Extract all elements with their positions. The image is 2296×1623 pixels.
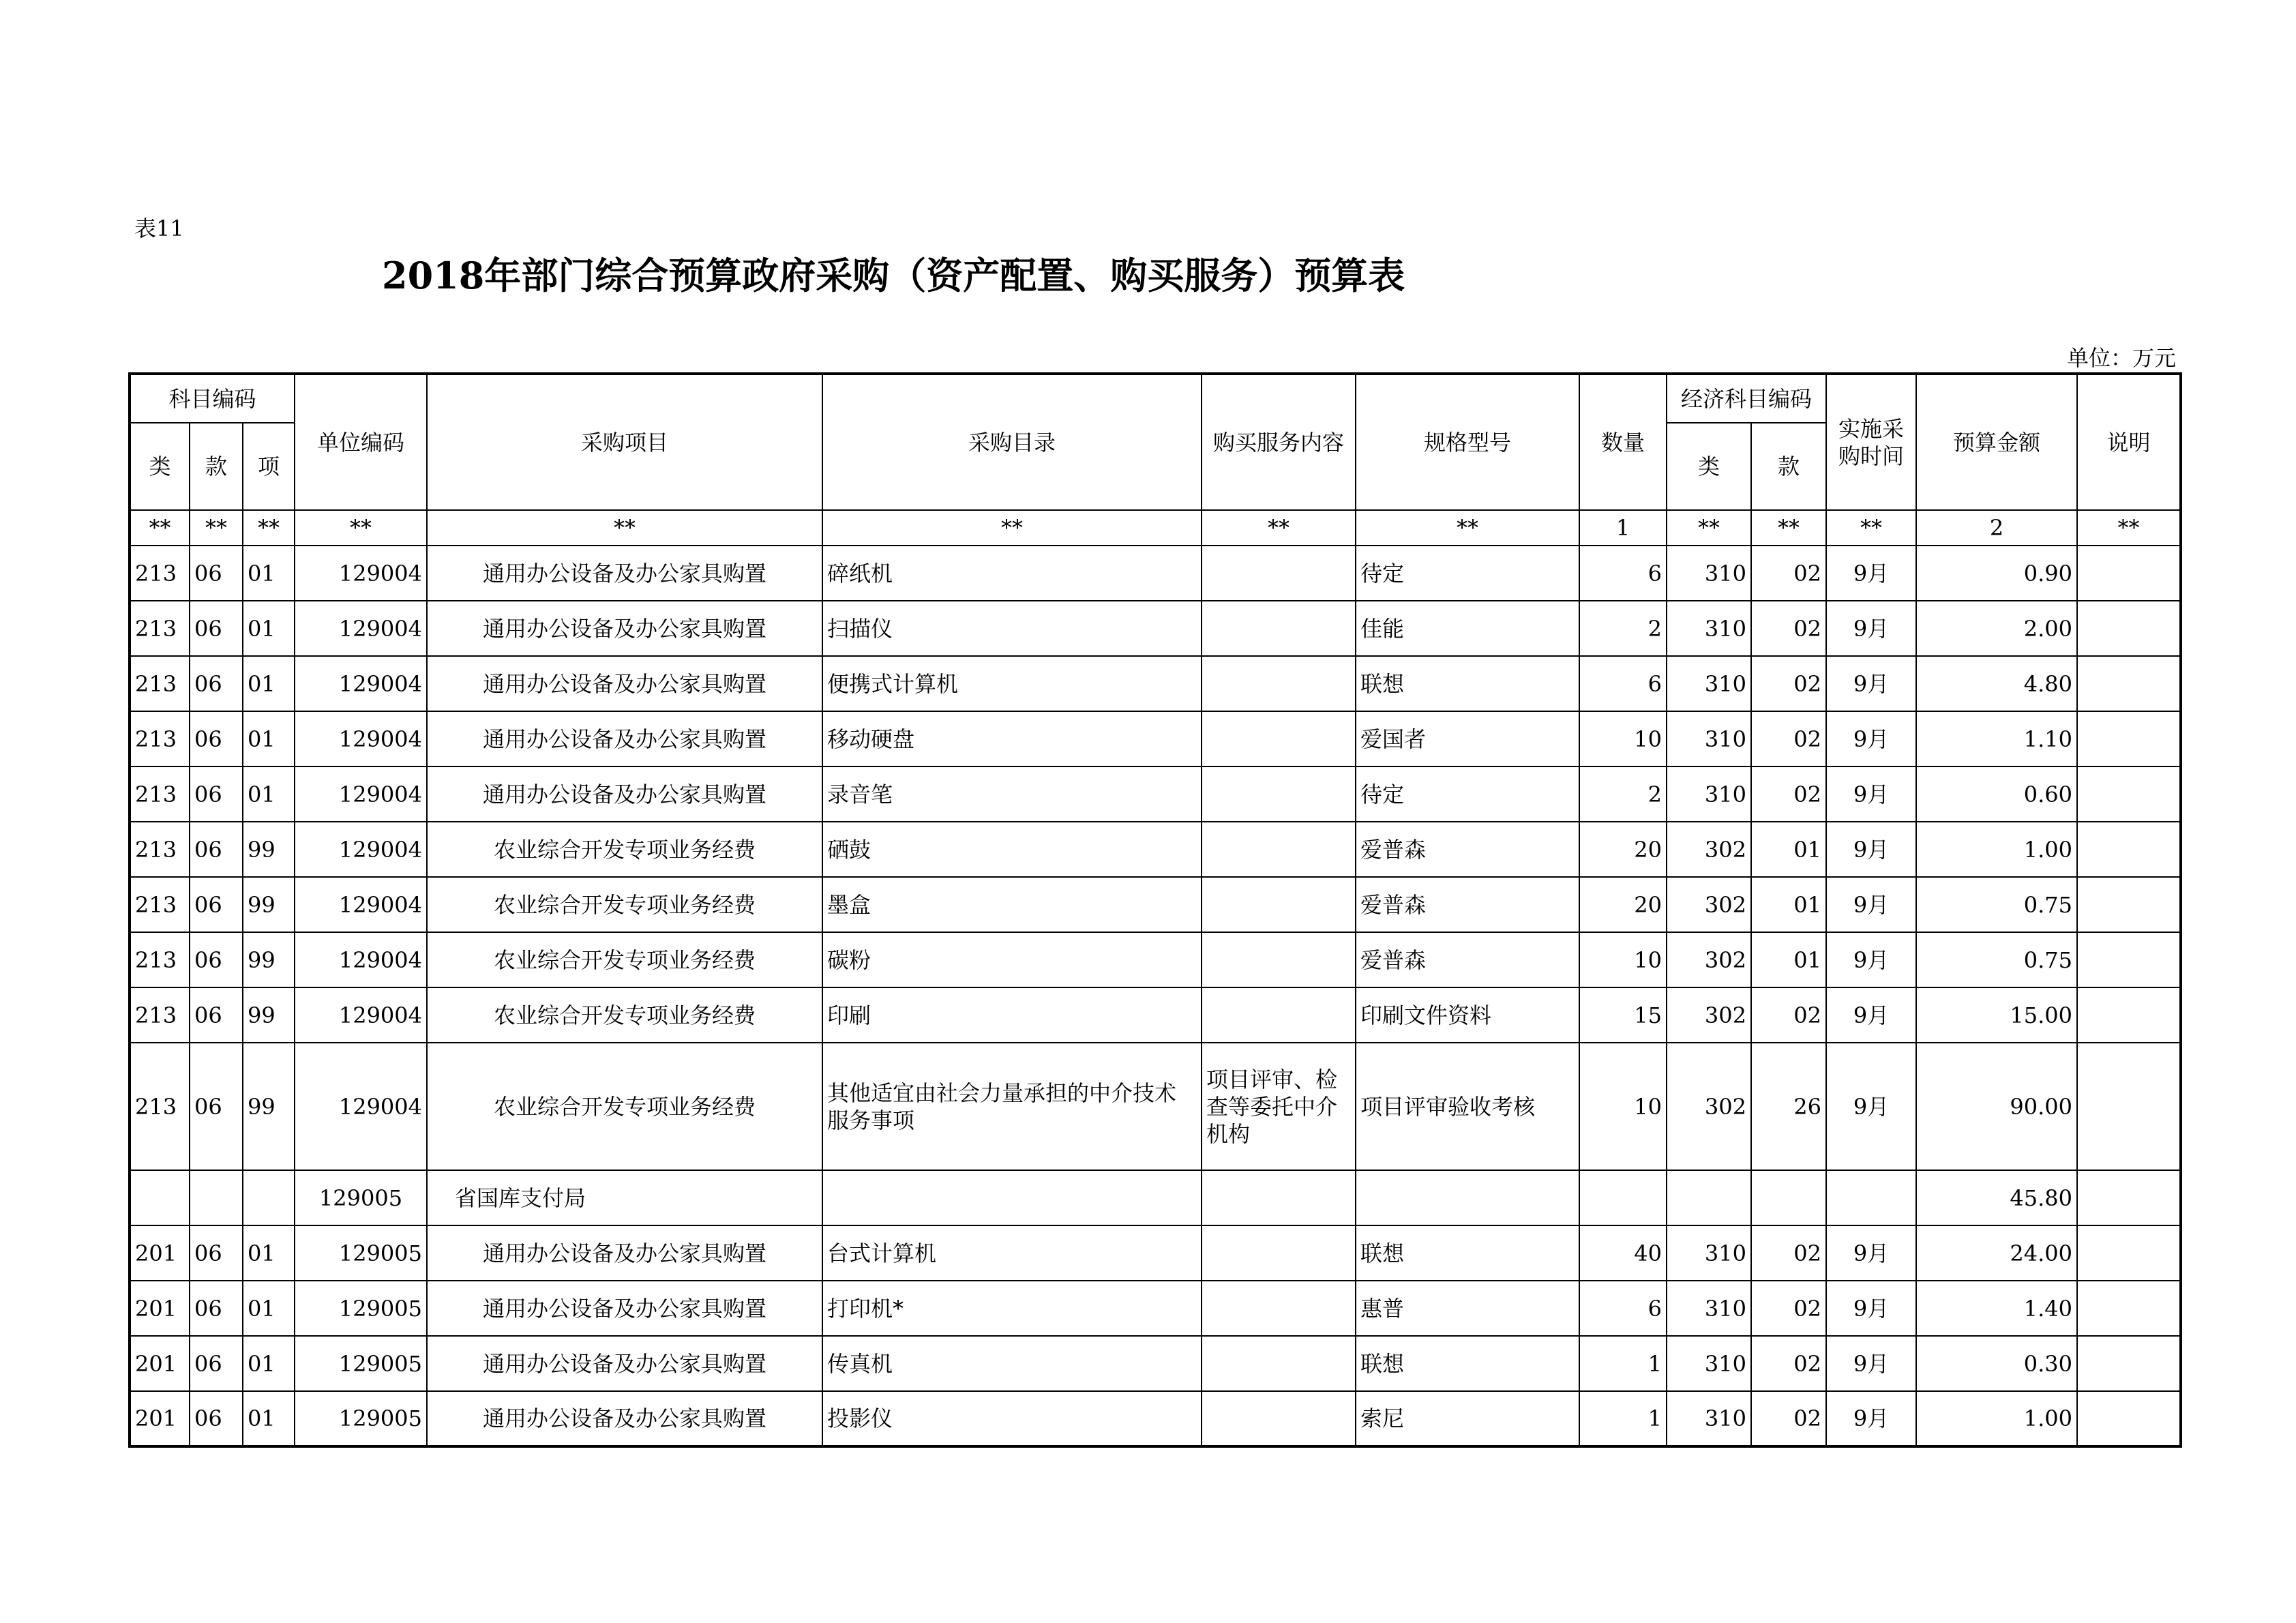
cell-kuan: 06 xyxy=(190,601,243,656)
header-econ-lei: 类 xyxy=(1667,423,1751,510)
cell-spec: 惠普 xyxy=(1356,1281,1579,1336)
cell-econ-lei: 302 xyxy=(1667,822,1751,877)
cell-note xyxy=(2077,1225,2181,1281)
cell-qty xyxy=(1579,1170,1667,1225)
cell-catalog: 打印机* xyxy=(822,1281,1202,1336)
cell-unit-code: 129005 xyxy=(295,1391,427,1446)
cell-econ-lei: 302 xyxy=(1667,1043,1751,1170)
cell-lei: 213 xyxy=(130,1043,190,1170)
cell-project: 通用办公设备及办公家具购置 xyxy=(427,711,822,766)
cell-kuan: 06 xyxy=(190,1391,243,1446)
cell-service xyxy=(1202,1336,1356,1391)
cell-note xyxy=(2077,1281,2181,1336)
cell-kuan xyxy=(190,1170,243,1225)
cell-econ-lei: 310 xyxy=(1667,656,1751,711)
cell-qty: 20 xyxy=(1579,877,1667,932)
cell-lei: 213 xyxy=(130,601,190,656)
cell-amount: 24.00 xyxy=(1916,1225,2077,1281)
cell-unit-code: 129004 xyxy=(295,711,427,766)
cell-time: 9月 xyxy=(1826,1391,1916,1446)
cell-service xyxy=(1202,932,1356,987)
cell-lei: 213 xyxy=(130,656,190,711)
cell-kuan: 06 xyxy=(190,877,243,932)
cell-lei: 213 xyxy=(130,822,190,877)
marker-cell: ** xyxy=(1826,510,1916,546)
cell-catalog: 碳粉 xyxy=(822,932,1202,987)
cell-time: 9月 xyxy=(1826,1336,1916,1391)
cell-time: 9月 xyxy=(1826,656,1916,711)
marker-cell: ** xyxy=(190,510,243,546)
cell-xiang xyxy=(243,1170,295,1225)
cell-econ-kuan: 02 xyxy=(1751,1281,1826,1336)
cell-note xyxy=(2077,877,2181,932)
cell-qty: 2 xyxy=(1579,766,1667,822)
cell-unit-code: 129005 xyxy=(295,1225,427,1281)
table-row xyxy=(130,601,2181,656)
cell-catalog: 台式计算机 xyxy=(822,1225,1202,1281)
cell-econ-kuan: 01 xyxy=(1751,932,1826,987)
cell-kuan: 06 xyxy=(190,987,243,1043)
cell-project: 农业综合开发专项业务经费 xyxy=(427,987,822,1043)
cell-time: 9月 xyxy=(1826,822,1916,877)
cell-spec: 爱国者 xyxy=(1356,711,1579,766)
cell-kuan: 06 xyxy=(190,932,243,987)
cell-unit-code: 129004 xyxy=(295,601,427,656)
cell-kuan: 06 xyxy=(190,1281,243,1336)
table-row xyxy=(130,711,2181,766)
cell-unit-code: 129004 xyxy=(295,656,427,711)
cell-note xyxy=(2077,932,2181,987)
page-title: 2018年部门综合预算政府采购（资产配置、购买服务）预算表 xyxy=(382,254,1405,297)
cell-amount: 0.90 xyxy=(1916,546,2077,601)
cell-amount: 0.75 xyxy=(1916,877,2077,932)
cell-unit-code: 129004 xyxy=(295,546,427,601)
table-row xyxy=(130,1225,2181,1281)
cell-note xyxy=(2077,1170,2181,1225)
cell-econ-kuan: 02 xyxy=(1751,1225,1826,1281)
cell-unit-code: 129004 xyxy=(295,987,427,1043)
marker-cell: ** xyxy=(2077,510,2181,546)
cell-service xyxy=(1202,766,1356,822)
cell-kuan: 06 xyxy=(190,711,243,766)
table-row xyxy=(130,1281,2181,1336)
table-row xyxy=(130,877,2181,932)
cell-project: 农业综合开发专项业务经费 xyxy=(427,1043,822,1170)
cell-qty: 10 xyxy=(1579,932,1667,987)
table-row xyxy=(130,987,2181,1043)
cell-spec: 索尼 xyxy=(1356,1391,1579,1446)
unit-label: 单位：万元 xyxy=(2066,345,2176,371)
table-row xyxy=(130,1043,2181,1170)
header-econ-kuan: 款 xyxy=(1751,423,1826,510)
cell-lei xyxy=(130,1170,190,1225)
cell-project: 通用办公设备及办公家具购置 xyxy=(427,601,822,656)
cell-note xyxy=(2077,766,2181,822)
cell-amount: 4.80 xyxy=(1916,656,2077,711)
cell-note xyxy=(2077,1043,2181,1170)
cell-amount: 0.60 xyxy=(1916,766,2077,822)
cell-service xyxy=(1202,1281,1356,1336)
cell-catalog: 投影仪 xyxy=(822,1391,1202,1446)
cell-amount: 90.00 xyxy=(1916,1043,2077,1170)
cell-time: 9月 xyxy=(1826,987,1916,1043)
cell-spec: 联想 xyxy=(1356,1225,1579,1281)
cell-spec: 爱普森 xyxy=(1356,932,1579,987)
cell-qty: 6 xyxy=(1579,656,1667,711)
header-spec: 规格型号 xyxy=(1356,374,1579,510)
cell-amount: 0.75 xyxy=(1916,932,2077,987)
marker-cell: ** xyxy=(295,510,427,546)
cell-unit-code: 129004 xyxy=(295,766,427,822)
cell-spec: 待定 xyxy=(1356,546,1579,601)
cell-econ-lei: 310 xyxy=(1667,711,1751,766)
cell-econ-kuan: 02 xyxy=(1751,601,1826,656)
cell-lei: 213 xyxy=(130,711,190,766)
header-lei: 类 xyxy=(130,423,190,510)
marker-cell: ** xyxy=(1356,510,1579,546)
cell-econ-lei xyxy=(1667,1170,1751,1225)
cell-project: 农业综合开发专项业务经费 xyxy=(427,822,822,877)
cell-unit-code: 129005 xyxy=(295,1281,427,1336)
cell-project: 通用办公设备及办公家具购置 xyxy=(427,1281,822,1336)
cell-service: 项目评审、检查等委托中介机构 xyxy=(1202,1043,1356,1170)
header-xiang: 项 xyxy=(243,423,295,510)
cell-project: 农业综合开发专项业务经费 xyxy=(427,932,822,987)
cell-econ-kuan: 02 xyxy=(1751,546,1826,601)
cell-econ-lei: 310 xyxy=(1667,1225,1751,1281)
cell-econ-kuan: 02 xyxy=(1751,1336,1826,1391)
cell-kuan: 06 xyxy=(190,766,243,822)
cell-project: 通用办公设备及办公家具购置 xyxy=(427,656,822,711)
cell-note xyxy=(2077,1391,2181,1446)
cell-econ-kuan: 02 xyxy=(1751,987,1826,1043)
cell-time xyxy=(1826,1170,1916,1225)
cell-econ-kuan: 02 xyxy=(1751,656,1826,711)
cell-spec: 联想 xyxy=(1356,656,1579,711)
cell-note xyxy=(2077,601,2181,656)
cell-project: 通用办公设备及办公家具购置 xyxy=(427,1225,822,1281)
cell-econ-lei: 310 xyxy=(1667,1391,1751,1446)
cell-spec: 爱普森 xyxy=(1356,877,1579,932)
cell-service xyxy=(1202,601,1356,656)
cell-time: 9月 xyxy=(1826,1225,1916,1281)
marker-cell: ** xyxy=(822,510,1202,546)
cell-unit-code: 129004 xyxy=(295,1043,427,1170)
cell-service xyxy=(1202,711,1356,766)
cell-service xyxy=(1202,656,1356,711)
cell-note xyxy=(2077,546,2181,601)
cell-xiang: 01 xyxy=(243,601,295,656)
cell-spec: 爱普森 xyxy=(1356,822,1579,877)
cell-econ-lei: 302 xyxy=(1667,987,1751,1043)
cell-econ-lei: 310 xyxy=(1667,1336,1751,1391)
table-row xyxy=(130,656,2181,711)
cell-xiang: 01 xyxy=(243,656,295,711)
cell-service xyxy=(1202,987,1356,1043)
marker-cell: ** xyxy=(427,510,822,546)
cell-time: 9月 xyxy=(1826,877,1916,932)
cell-time: 9月 xyxy=(1826,766,1916,822)
cell-project: 省国库支付局 xyxy=(427,1170,822,1225)
cell-econ-kuan: 26 xyxy=(1751,1043,1826,1170)
cell-unit-code: 129004 xyxy=(295,877,427,932)
cell-kuan: 06 xyxy=(190,1225,243,1281)
cell-catalog: 墨盒 xyxy=(822,877,1202,932)
cell-econ-lei: 310 xyxy=(1667,546,1751,601)
cell-service xyxy=(1202,1170,1356,1225)
marker-cell: ** xyxy=(130,510,190,546)
cell-amount: 1.00 xyxy=(1916,1391,2077,1446)
cell-kuan: 06 xyxy=(190,1336,243,1391)
cell-lei: 213 xyxy=(130,546,190,601)
cell-xiang: 99 xyxy=(243,987,295,1043)
cell-spec: 项目评审验收考核 xyxy=(1356,1043,1579,1170)
cell-qty: 2 xyxy=(1579,601,1667,656)
cell-catalog: 扫描仪 xyxy=(822,601,1202,656)
cell-unit-code: 129004 xyxy=(295,932,427,987)
cell-xiang: 01 xyxy=(243,1336,295,1391)
cell-spec: 佳能 xyxy=(1356,601,1579,656)
cell-qty: 1 xyxy=(1579,1391,1667,1446)
cell-service xyxy=(1202,877,1356,932)
cell-lei: 213 xyxy=(130,987,190,1043)
cell-lei: 201 xyxy=(130,1391,190,1446)
cell-project: 通用办公设备及办公家具购置 xyxy=(427,1336,822,1391)
cell-service xyxy=(1202,822,1356,877)
header-amount: 预算金额 xyxy=(1916,374,2077,510)
marker-cell: ** xyxy=(1751,510,1826,546)
cell-kuan: 06 xyxy=(190,546,243,601)
cell-xiang: 01 xyxy=(243,1391,295,1446)
cell-lei: 213 xyxy=(130,766,190,822)
cell-project: 通用办公设备及办公家具购置 xyxy=(427,546,822,601)
header-subject-code: 科目编码 xyxy=(130,374,295,423)
cell-amount: 45.80 xyxy=(1916,1170,2077,1225)
cell-econ-kuan: 01 xyxy=(1751,822,1826,877)
marker-cell: ** xyxy=(1202,510,1356,546)
cell-amount: 1.00 xyxy=(1916,822,2077,877)
cell-time: 9月 xyxy=(1826,711,1916,766)
cell-qty: 20 xyxy=(1579,822,1667,877)
table-number-label: 表11 xyxy=(134,215,184,241)
header-unit-code: 单位编码 xyxy=(295,374,427,510)
cell-catalog: 印刷 xyxy=(822,987,1202,1043)
cell-project: 通用办公设备及办公家具购置 xyxy=(427,766,822,822)
cell-service xyxy=(1202,546,1356,601)
table-row xyxy=(130,822,2181,877)
cell-note xyxy=(2077,656,2181,711)
cell-catalog: 便携式计算机 xyxy=(822,656,1202,711)
cell-qty: 6 xyxy=(1579,546,1667,601)
cell-time: 9月 xyxy=(1826,1043,1916,1170)
cell-lei: 201 xyxy=(130,1336,190,1391)
cell-econ-kuan xyxy=(1751,1170,1826,1225)
cell-lei: 201 xyxy=(130,1225,190,1281)
cell-lei: 213 xyxy=(130,877,190,932)
cell-econ-lei: 310 xyxy=(1667,1281,1751,1336)
cell-time: 9月 xyxy=(1826,546,1916,601)
header-kuan: 款 xyxy=(190,423,243,510)
cell-econ-lei: 302 xyxy=(1667,877,1751,932)
cell-econ-kuan: 02 xyxy=(1751,711,1826,766)
cell-unit-code: 129005 xyxy=(295,1170,427,1225)
cell-xiang: 01 xyxy=(243,546,295,601)
cell-catalog: 硒鼓 xyxy=(822,822,1202,877)
table-row xyxy=(130,932,2181,987)
cell-catalog: 碎纸机 xyxy=(822,546,1202,601)
cell-service xyxy=(1202,1225,1356,1281)
cell-amount: 2.00 xyxy=(1916,601,2077,656)
cell-xiang: 99 xyxy=(243,822,295,877)
cell-amount: 1.10 xyxy=(1916,711,2077,766)
header-service: 购买服务内容 xyxy=(1202,374,1356,510)
cell-catalog: 录音笔 xyxy=(822,766,1202,822)
header-qty: 数量 xyxy=(1579,374,1667,510)
cell-qty: 6 xyxy=(1579,1281,1667,1336)
cell-amount: 1.40 xyxy=(1916,1281,2077,1336)
header-time: 实施采购时间 xyxy=(1826,374,1916,510)
cell-econ-kuan: 01 xyxy=(1751,877,1826,932)
cell-kuan: 06 xyxy=(190,656,243,711)
table-row xyxy=(130,546,2181,601)
cell-lei: 213 xyxy=(130,932,190,987)
cell-catalog: 其他适宜由社会力量承担的中介技术服务事项 xyxy=(822,1043,1202,1170)
header-project: 采购项目 xyxy=(427,374,822,510)
cell-econ-lei: 310 xyxy=(1667,601,1751,656)
header-row-1 xyxy=(130,374,2181,423)
marker-cell: ** xyxy=(243,510,295,546)
cell-qty: 15 xyxy=(1579,987,1667,1043)
cell-qty: 1 xyxy=(1579,1336,1667,1391)
cell-project: 通用办公设备及办公家具购置 xyxy=(427,1391,822,1446)
cell-catalog: 传真机 xyxy=(822,1336,1202,1391)
cell-catalog: 移动硬盘 xyxy=(822,711,1202,766)
cell-kuan: 06 xyxy=(190,822,243,877)
cell-econ-kuan: 02 xyxy=(1751,766,1826,822)
header-catalog: 采购目录 xyxy=(822,374,1202,510)
cell-xiang: 99 xyxy=(243,1043,295,1170)
cell-time: 9月 xyxy=(1826,932,1916,987)
cell-catalog xyxy=(822,1170,1202,1225)
cell-xiang: 01 xyxy=(243,711,295,766)
cell-econ-lei: 310 xyxy=(1667,766,1751,822)
cell-time: 9月 xyxy=(1826,1281,1916,1336)
cell-xiang: 01 xyxy=(243,766,295,822)
cell-econ-lei: 302 xyxy=(1667,932,1751,987)
header-note: 说明 xyxy=(2077,374,2181,510)
cell-spec: 待定 xyxy=(1356,766,1579,822)
cell-note xyxy=(2077,987,2181,1043)
cell-qty: 40 xyxy=(1579,1225,1667,1281)
cell-note xyxy=(2077,711,2181,766)
cell-xiang: 99 xyxy=(243,877,295,932)
cell-amount: 0.30 xyxy=(1916,1336,2077,1391)
cell-qty: 10 xyxy=(1579,711,1667,766)
cell-service xyxy=(1202,1391,1356,1446)
cell-note xyxy=(2077,822,2181,877)
cell-kuan: 06 xyxy=(190,1043,243,1170)
summary-row xyxy=(130,1170,2181,1225)
table-row xyxy=(130,1336,2181,1391)
table-row xyxy=(130,766,2181,822)
marker-row xyxy=(130,510,2181,546)
cell-unit-code: 129004 xyxy=(295,822,427,877)
cell-spec xyxy=(1356,1170,1579,1225)
cell-xiang: 99 xyxy=(243,932,295,987)
cell-project: 农业综合开发专项业务经费 xyxy=(427,877,822,932)
cell-lei: 201 xyxy=(130,1281,190,1336)
table-row xyxy=(130,1391,2181,1446)
cell-spec: 印刷文件资料 xyxy=(1356,987,1579,1043)
cell-time: 9月 xyxy=(1826,601,1916,656)
header-econ-code: 经济科目编码 xyxy=(1667,374,1826,423)
marker-cell: 1 xyxy=(1579,510,1667,546)
marker-cell: ** xyxy=(1667,510,1751,546)
cell-spec: 联想 xyxy=(1356,1336,1579,1391)
cell-unit-code: 129005 xyxy=(295,1336,427,1391)
cell-note xyxy=(2077,1336,2181,1391)
cell-qty: 10 xyxy=(1579,1043,1667,1170)
cell-xiang: 01 xyxy=(243,1281,295,1336)
budget-table xyxy=(128,372,2182,1448)
marker-cell: 2 xyxy=(1916,510,2077,546)
cell-amount: 15.00 xyxy=(1916,987,2077,1043)
cell-econ-kuan: 02 xyxy=(1751,1391,1826,1446)
cell-xiang: 01 xyxy=(243,1225,295,1281)
